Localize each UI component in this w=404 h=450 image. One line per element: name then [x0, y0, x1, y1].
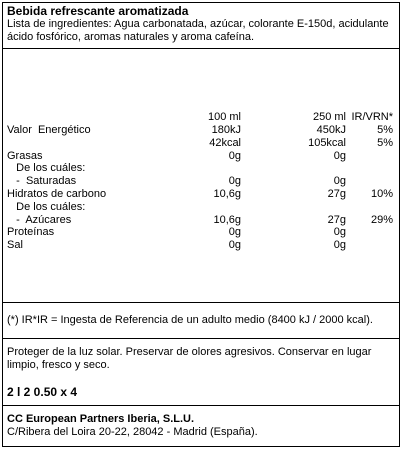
product-title: Bebida refrescante aromatizada — [7, 4, 189, 18]
table-row — [0, 175, 404, 188]
value-100ml: 0g — [228, 226, 241, 239]
footnote: (*) IR*IR = Ingesta de Referencia de un adulto medio (8400 kJ / 2000 kcal). — [7, 314, 373, 326]
value-ir: 10% — [370, 188, 393, 200]
header-250ml: 250 ml — [312, 111, 346, 123]
value-250ml: 105kcal — [308, 136, 346, 149]
table-row — [0, 124, 404, 137]
table-row — [0, 150, 404, 163]
row-label: Grasas — [7, 149, 43, 162]
row-label: Valor Energético — [7, 124, 91, 136]
pack-info: 2 l 2 0.50 x 4 — [7, 385, 78, 399]
value-100ml: 42kcal — [209, 136, 241, 149]
table-row — [0, 239, 404, 252]
value-250ml: 0g — [333, 239, 346, 252]
row-label: Hidratos de carbono — [7, 188, 107, 200]
value-100ml: 10,6g — [213, 213, 241, 226]
table-row — [0, 226, 404, 239]
ingredients-list: Lista de ingredientes: Agua carbonatada, azúcar, colorante E-150d, acidulante ácido fosfórico, aromas naturales y aroma cafeína. — [7, 18, 389, 43]
value-250ml: 27g — [327, 188, 346, 200]
divider — [2, 302, 400, 303]
value-ir: 5% — [377, 124, 393, 136]
table-row — [0, 188, 404, 201]
value-250ml: 0g — [333, 149, 346, 162]
value-250ml: 0g — [333, 226, 346, 239]
storage-instructions: Proteger de la luz solar. Preservar de olores agresivos. Conservar en lugar limpio, fresco y seco. — [7, 346, 372, 371]
row-label: - Azúcares — [7, 213, 72, 226]
divider — [2, 338, 400, 339]
header-100ml: 100 ml — [207, 111, 241, 123]
value-ir: 29% — [370, 213, 393, 226]
value-100ml: 0g — [228, 175, 241, 188]
row-label: De los cuáles: — [7, 200, 86, 213]
table-row — [0, 162, 404, 175]
value-100ml: 0g — [228, 149, 241, 162]
table-row — [0, 137, 404, 150]
header-ir-vrn: IR/VRN* — [351, 111, 393, 123]
row-label: Proteínas — [7, 226, 55, 239]
table-row — [0, 214, 404, 227]
row-label: De los cuáles: — [7, 162, 86, 175]
row-label: Sal — [7, 239, 23, 252]
value-ir: 5% — [377, 136, 393, 149]
value-100ml: 180kJ — [211, 124, 241, 136]
value-100ml: 10,6g — [213, 188, 241, 200]
company-address: C/Ribera del Loira 20-22, 28042 - Madrid (España). — [7, 426, 258, 438]
value-100ml: 0g — [228, 239, 241, 252]
divider — [2, 405, 400, 406]
company-name: CC European Partners Iberia, S.L.U. — [7, 413, 195, 425]
value-250ml: 27g — [327, 213, 346, 226]
divider — [2, 48, 400, 49]
table-row — [0, 201, 404, 214]
row-label: - Saturadas — [7, 175, 77, 188]
value-250ml: 0g — [333, 175, 346, 188]
value-250ml: 450kJ — [316, 124, 346, 136]
table-header-row — [0, 111, 404, 124]
